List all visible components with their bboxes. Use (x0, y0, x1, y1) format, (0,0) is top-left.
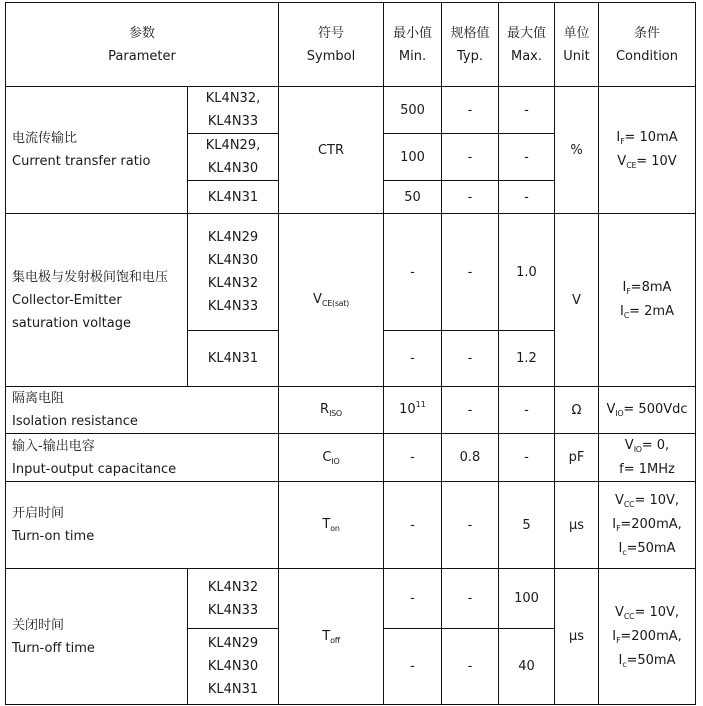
model: KL4N32 (207, 276, 259, 291)
symbol-subscript: ISO (329, 409, 342, 418)
max-value: 100 (499, 569, 555, 629)
param-vce (6, 214, 188, 387)
min-value: - (384, 434, 442, 482)
symbol-text: C (322, 449, 332, 465)
cond-text: I (616, 130, 621, 145)
condition-ton (599, 482, 696, 569)
max-value: 1.2 (499, 331, 555, 387)
table-row-ton (6, 482, 696, 569)
unit-toff: μs (555, 569, 599, 705)
typ-value: - (442, 181, 499, 214)
symbol-ctr: CTR (279, 87, 384, 214)
max-value: - (499, 134, 555, 181)
cond-text: I (622, 280, 627, 295)
unit-riso: Ω (555, 387, 599, 434)
cond-text: f= 1MHz (619, 462, 675, 477)
cond-text: =50mA (626, 541, 676, 556)
param-toff (6, 569, 188, 705)
cond-subscript: C (623, 311, 630, 320)
symbol-text: T (322, 517, 331, 532)
cond-text: = 10V, (634, 493, 680, 508)
typ-value: - (442, 87, 499, 134)
header-min (384, 3, 442, 87)
symbol-subscript: on (330, 524, 340, 533)
param-toff-cn: 关闭时间 (12, 617, 65, 633)
typ-value: - (442, 569, 499, 629)
table-row-riso (6, 387, 696, 434)
max-value: - (499, 181, 555, 214)
param-toff-en: Turn-off time (12, 640, 95, 656)
max-value: 5 (499, 482, 555, 569)
param-ctr (6, 87, 188, 214)
unit-cio: pF (555, 434, 599, 482)
min-base: 10 (399, 402, 416, 417)
unit-ton: μs (555, 482, 599, 569)
header-max-cn: 最大值 (506, 25, 546, 41)
cond-subscript: IO (633, 445, 642, 454)
header-typ-cn: 规格值 (450, 25, 490, 41)
cond-subscript: c (622, 548, 627, 557)
header-typ (442, 3, 499, 87)
param-ctr-en: Current transfer ratio (12, 154, 151, 169)
cond-text: I (612, 517, 617, 532)
cond-text: I (612, 628, 617, 644)
cond-subscript: c (622, 659, 627, 669)
model: KL4N33 (207, 299, 259, 314)
header-max (499, 3, 555, 87)
header-min-cn: 最小值 (392, 25, 432, 41)
cond-text: =200mA, (620, 628, 682, 644)
cond-subscript: F (620, 137, 625, 146)
table-row-cio (6, 434, 696, 482)
header-symbol-cn: 符号 (317, 25, 344, 41)
cond-subscript: IO (615, 409, 624, 418)
unit-vce: V (555, 214, 599, 387)
electrical-characteristics-table (5, 2, 696, 705)
symbol-ton (279, 482, 384, 569)
header-unit-en: Unit (563, 48, 590, 64)
cond-subscript: F (616, 635, 621, 645)
cond-subscript: CE (626, 161, 637, 170)
models-toff-2 (188, 629, 279, 705)
param-ton (6, 482, 279, 569)
model: KL4N31 (207, 682, 259, 697)
typ-value: - (442, 629, 499, 705)
cond-text: =8mA (630, 280, 672, 295)
model: KL4N33 (207, 602, 259, 618)
header-unit-cn: 单位 (563, 25, 590, 41)
model: KL4N30 (207, 161, 259, 176)
min-value: 50 (384, 181, 442, 214)
models-vce-1 (188, 214, 279, 331)
param-riso-en: Isolation resistance (12, 414, 138, 429)
model: KL4N30 (207, 253, 259, 268)
symbol-vce (279, 214, 384, 387)
cond-text: = 10V, (634, 604, 680, 620)
cond-subscript: F (616, 524, 621, 533)
header-min-en: Min. (398, 48, 427, 64)
models-ctr-2 (188, 134, 279, 181)
symbol-subscript: CE(sat) (321, 299, 349, 308)
min-value: - (384, 214, 442, 331)
min-value: 100 (384, 134, 442, 181)
symbol-riso (279, 387, 384, 434)
cond-text: V (614, 493, 624, 508)
table-row-ctr-1 (6, 87, 696, 134)
symbol-text: R (320, 402, 330, 417)
header-cond-en: Condition (615, 48, 679, 64)
header-symbol (279, 3, 384, 87)
cond-text: = 500Vdc (623, 402, 688, 417)
max-value: - (499, 434, 555, 482)
model: KL4N32, (205, 91, 261, 106)
max-value: 1.0 (499, 214, 555, 331)
models-ctr-3: KL4N31 (188, 181, 279, 214)
param-vce-en: Collector-Emitter (12, 292, 122, 308)
cond-text: V (614, 604, 624, 620)
cond-subscript: CC (623, 500, 635, 509)
param-cio-cn: 输入-输出电容 (12, 438, 95, 454)
param-vce-en: saturation voltage (12, 315, 131, 331)
typ-value: 0.8 (442, 434, 499, 482)
param-cio (6, 434, 279, 482)
model: KL4N32 (207, 579, 259, 595)
param-vce-cn: 集电极与发射极间饱和电压 (12, 269, 169, 285)
model: KL4N29 (207, 230, 259, 245)
header-max-en: Max. (510, 48, 542, 64)
typ-value: - (442, 214, 499, 331)
param-ctr-cn: 电流传输比 (12, 131, 78, 146)
symbol-subscript: IO (331, 456, 340, 466)
condition-vce (599, 214, 696, 387)
symbol-text: T (322, 628, 331, 644)
min-value (384, 387, 442, 434)
condition-ctr (599, 87, 696, 214)
table-row-vce-1 (6, 214, 696, 331)
header-typ-en: Typ. (457, 48, 483, 64)
symbol-cio (279, 434, 384, 482)
param-riso-cn: 隔离电阻 (12, 391, 65, 406)
header-row (6, 3, 696, 87)
cond-text: =200mA, (620, 517, 682, 532)
model: KL4N33 (207, 114, 259, 129)
symbol-subscript: off (330, 635, 340, 645)
cond-text: = 10mA (624, 130, 678, 145)
condition-cio (599, 434, 696, 482)
cond-text: = 10V (636, 154, 677, 169)
unit-ctr: % (555, 87, 599, 214)
param-ton-cn: 开启时间 (12, 506, 65, 521)
min-value: - (384, 569, 442, 629)
symbol-toff (279, 569, 384, 705)
header-unit (555, 3, 599, 87)
cond-text: =50mA (626, 652, 676, 668)
model: KL4N29, (205, 138, 261, 153)
min-value: 500 (384, 87, 442, 134)
max-value: 40 (499, 629, 555, 705)
max-value: - (499, 87, 555, 134)
param-cio-en: Input-output capacitance (12, 461, 177, 477)
cond-text: V (606, 402, 616, 417)
cond-subscript: CC (623, 611, 635, 621)
model: KL4N30 (207, 659, 259, 674)
header-parameter-en: Parameter (108, 48, 176, 64)
cond-text: V (617, 154, 627, 169)
header-parameter-cn: 参数 (128, 25, 155, 41)
table-row-toff-1 (6, 569, 696, 629)
typ-value: - (442, 134, 499, 181)
models-ctr-1 (188, 87, 279, 134)
min-exponent: 11 (415, 400, 426, 409)
cond-text: I (618, 652, 623, 668)
cond-text: = 0, (641, 438, 670, 453)
typ-value: - (442, 482, 499, 569)
header-cond-cn: 条件 (633, 25, 660, 41)
cond-text: = 2mA (629, 304, 674, 319)
condition-toff (599, 569, 696, 705)
max-value: - (499, 387, 555, 434)
header-parameter (6, 3, 279, 87)
param-riso (6, 387, 279, 434)
cond-text: I (618, 541, 623, 556)
header-condition (599, 3, 696, 87)
cond-subscript: F (626, 287, 631, 296)
cond-text: I (620, 304, 624, 319)
models-vce-2: KL4N31 (188, 331, 279, 387)
cond-text: V (624, 438, 634, 453)
min-value: - (384, 629, 442, 705)
models-toff-1 (188, 569, 279, 629)
condition-riso (599, 387, 696, 434)
header-symbol-en: Symbol (306, 48, 356, 64)
model: KL4N29 (207, 636, 259, 651)
param-ton-en: Turn-on time (12, 529, 95, 544)
typ-value: - (442, 387, 499, 434)
min-value: - (384, 331, 442, 387)
typ-value: - (442, 331, 499, 387)
min-value: - (384, 482, 442, 569)
symbol-text: V (313, 292, 322, 307)
